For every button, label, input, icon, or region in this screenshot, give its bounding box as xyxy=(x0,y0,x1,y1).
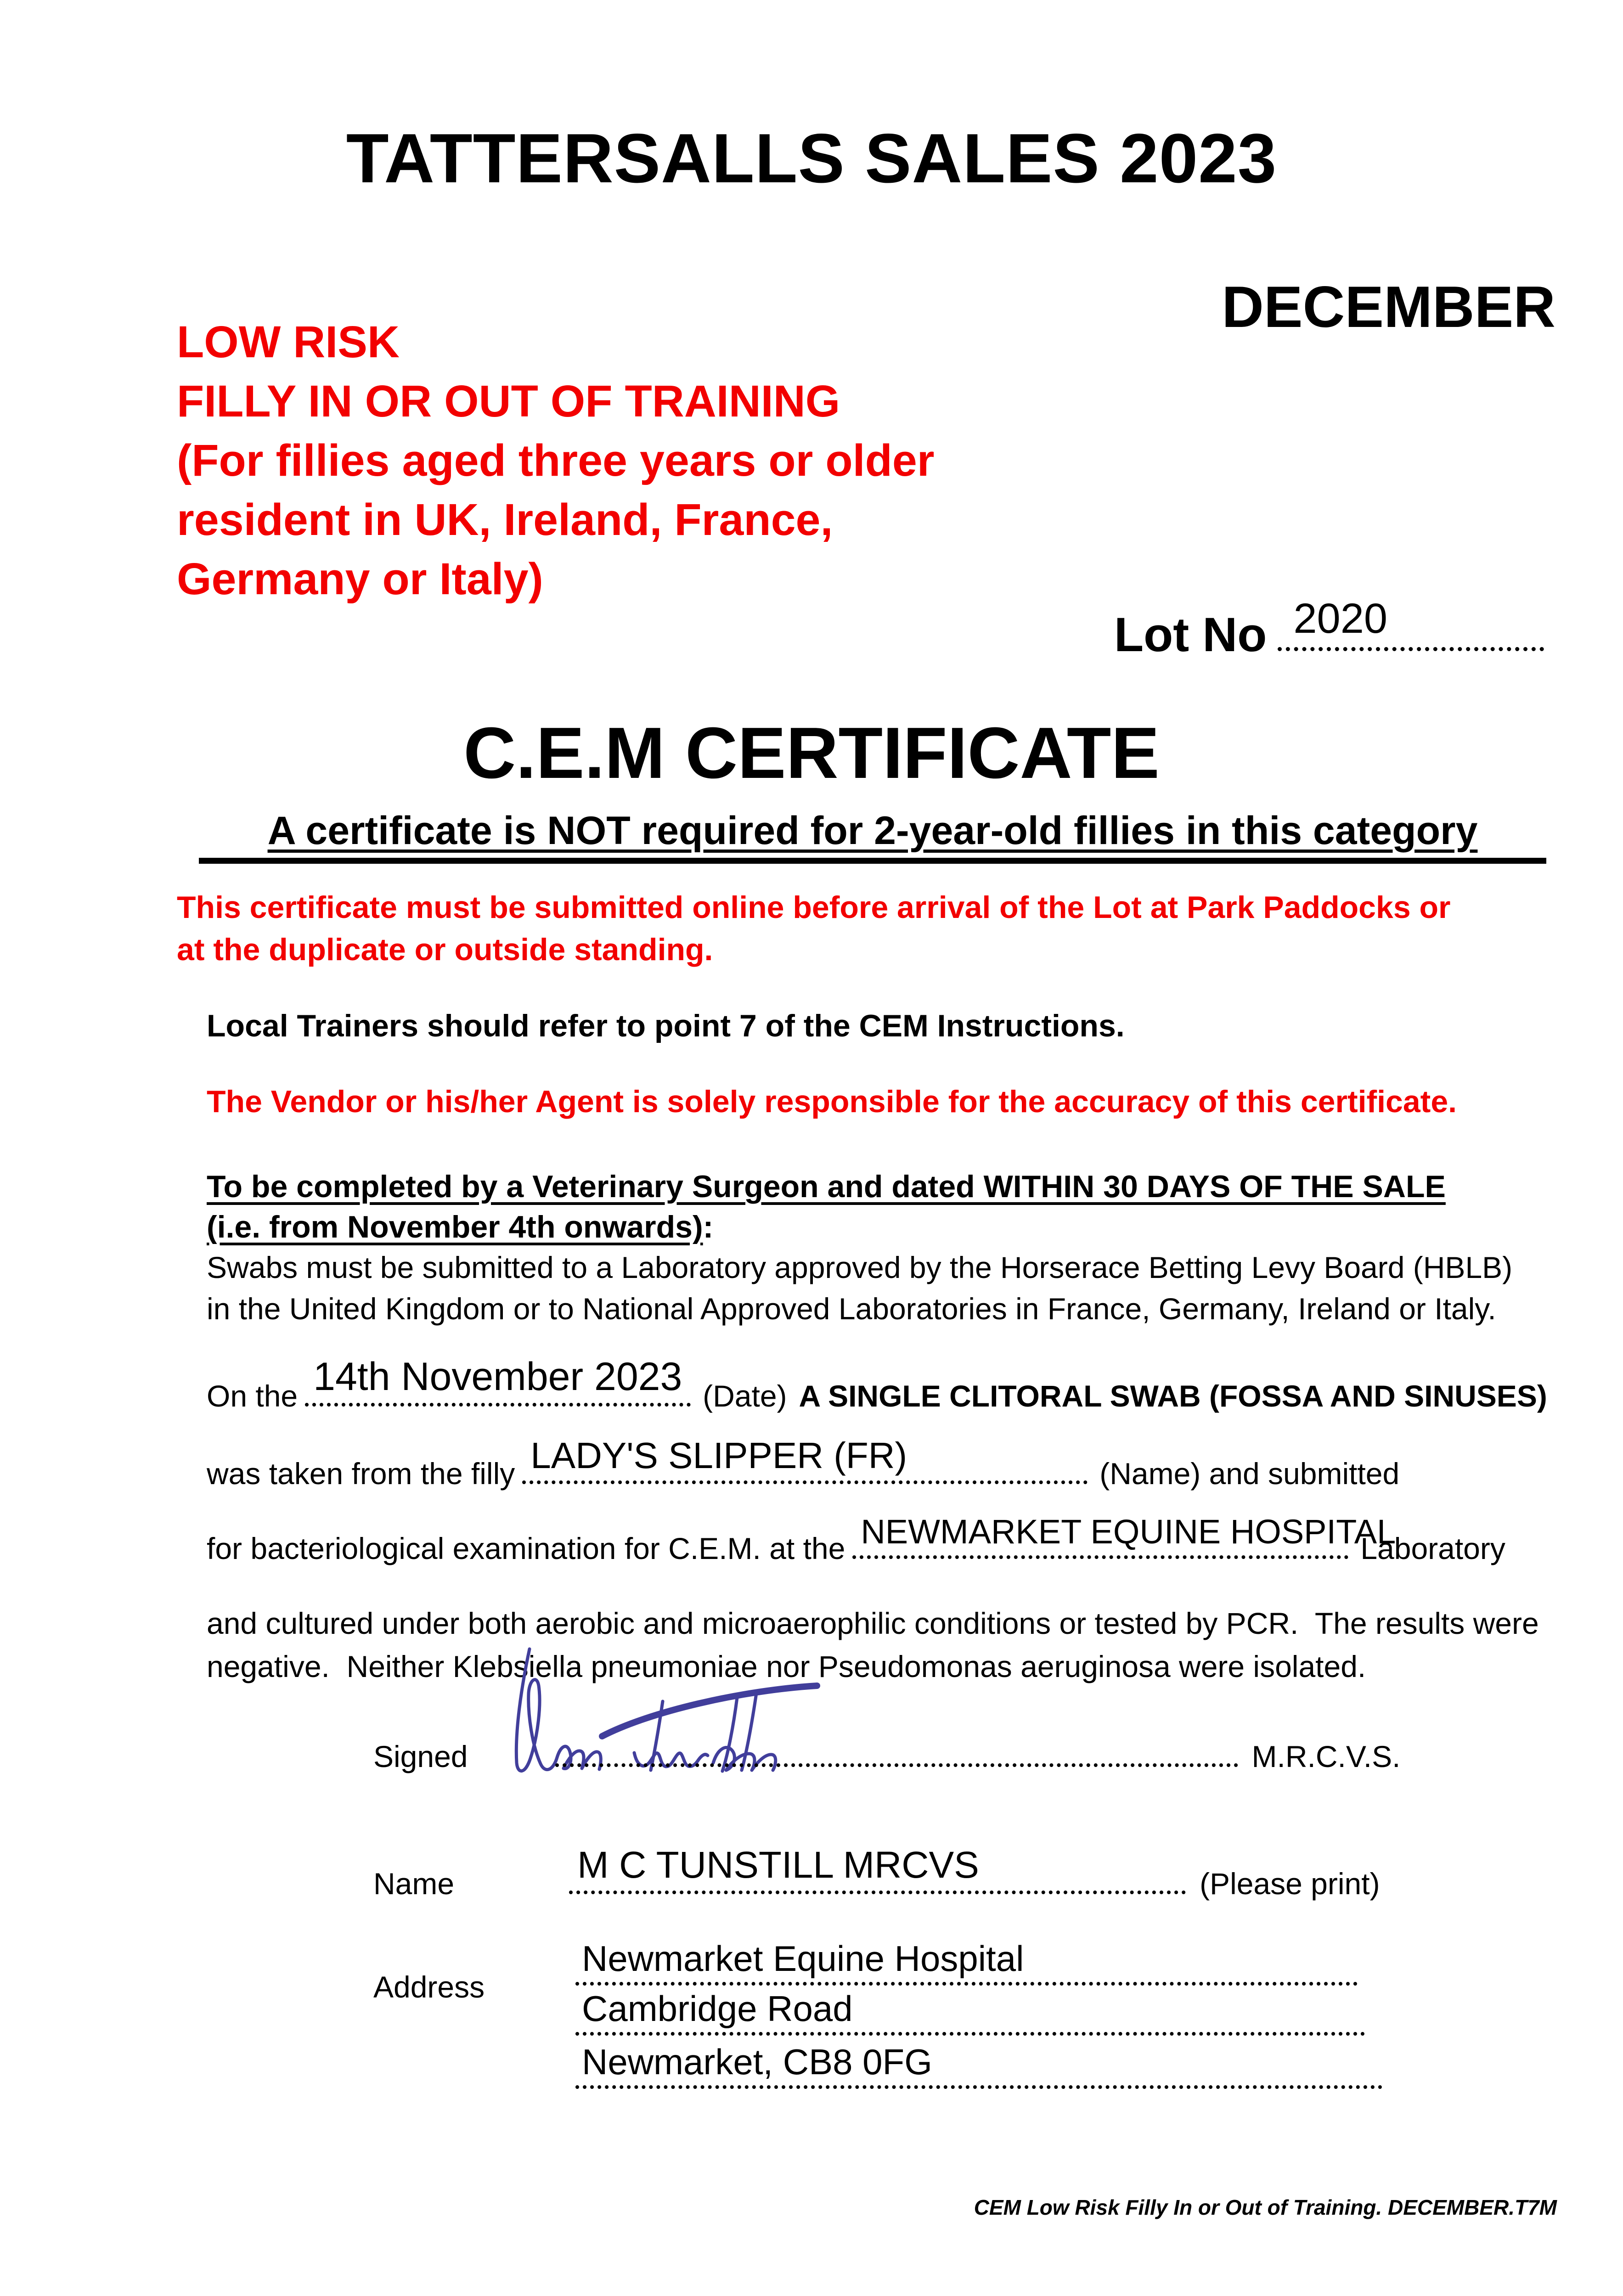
date-value: 14th November 2023 xyxy=(313,1355,682,1399)
submission-notice-line: at the duplicate or outside standing. xyxy=(177,932,713,967)
on-the-label: On the xyxy=(207,1379,298,1413)
exemption-heading xyxy=(199,808,1546,864)
name-row xyxy=(373,1844,1380,1901)
vet-completion-line: (i.e. from November 4th onwards) xyxy=(207,1210,703,1244)
culture-results-line: and cultured under both aerobic and microaerophilic conditions or tested by PCR. The results were xyxy=(207,1606,1539,1640)
filly-name-value: LADY'S SLIPPER (FR) xyxy=(530,1435,907,1476)
lot-no-value: 2020 xyxy=(1293,595,1388,642)
sale-title: TATTERSALLS SALES 2023 xyxy=(346,119,1277,197)
filly-name-line xyxy=(522,1435,1088,1484)
signature-line xyxy=(555,1757,1238,1767)
signed-label: Signed xyxy=(373,1739,468,1773)
please-print-label: (Please print) xyxy=(1200,1867,1380,1901)
swab-submission-line: Swabs must be submitted to a Laboratory approved by the Horserace Betting Levy Board (HBLB) xyxy=(207,1250,1513,1284)
signature-flourish xyxy=(602,1686,817,1736)
category-line: (For fillies aged three years or older xyxy=(177,435,935,485)
vet-completion-heading xyxy=(207,1166,1446,1247)
vet-completion-line: To be completed by a Veterinary Surgeon and dated WITHIN 30 DAYS OF THE SALE xyxy=(207,1169,1446,1204)
address-value: Newmarket Equine Hospital xyxy=(582,1938,1024,1979)
laboratory-value: NEWMARKET EQUINE HOSPITAL xyxy=(861,1513,1396,1551)
laboratory-row xyxy=(207,1513,1505,1565)
name-label: Name xyxy=(373,1867,455,1901)
vet-completion-colon: : xyxy=(703,1210,714,1244)
mrcvs-label: M.R.C.V.S. xyxy=(1251,1739,1401,1773)
lot-no-row xyxy=(1114,595,1544,662)
category-line: Germany or Italy) xyxy=(177,554,543,604)
laboratory-suffix: Laboratory xyxy=(1360,1531,1505,1565)
category-line: LOW RISK xyxy=(177,317,400,367)
lot-no-label: Lot No xyxy=(1114,608,1267,662)
address-line xyxy=(575,1988,1365,2036)
doc-reference-footer: CEM Low Risk Filly In or Out of Training. DECEMBER.T7M xyxy=(974,2195,1557,2219)
filly-row xyxy=(207,1435,1400,1491)
swab-submission-line: in the United Kingdom or to National Approved Laboratories in France, Germany, Ireland or Italy. xyxy=(207,1292,1496,1326)
date-caption: (Date) xyxy=(703,1379,787,1413)
address-label: Address xyxy=(373,1970,485,2004)
laboratory-prefix: for bacteriological examination for C.E.M. at the xyxy=(207,1531,845,1565)
date-row xyxy=(207,1355,1547,1413)
address-line xyxy=(575,2042,1382,2089)
address-line xyxy=(575,1938,1358,1986)
sale-month: DECEMBER xyxy=(1222,274,1555,339)
date-line xyxy=(305,1355,691,1407)
category-line: resident in UK, Ireland, France, xyxy=(177,495,833,545)
swab-submission-note xyxy=(207,1247,1512,1329)
local-trainers-note: Local Trainers should refer to point 7 of the CEM Instructions. xyxy=(207,1008,1125,1043)
filly-suffix: (Name) and submitted xyxy=(1099,1457,1400,1491)
vendor-responsibility-note: The Vendor or his/her Agent is solely responsible for the accuracy of this certificate. xyxy=(207,1084,1457,1119)
submission-notice-line: This certificate must be submitted online before arrival of the Lot at Park Paddocks or xyxy=(177,890,1451,925)
address-value: Newmarket, CB8 0FG xyxy=(582,2042,932,2082)
address-value: Cambridge Road xyxy=(582,1988,853,2029)
category-banner xyxy=(177,312,935,608)
signed-row xyxy=(373,1741,1401,1772)
laboratory-line xyxy=(852,1513,1396,1559)
certificate-heading: C.E.M CERTIFICATE xyxy=(463,713,1160,793)
culture-results-line: negative. Neither Klebsiella pneumoniae nor Pseudomonas aeruginosa were isolated. xyxy=(207,1649,1366,1683)
exemption-text: A certificate is NOT required for 2-year-old fillies in this category xyxy=(267,809,1478,853)
filly-prefix: was taken from the filly xyxy=(207,1457,515,1491)
lot-no-line xyxy=(1278,595,1544,651)
category-line: FILLY IN OR OUT OF TRAINING xyxy=(177,376,840,426)
submission-notice xyxy=(177,886,1451,971)
name-line xyxy=(569,1844,1186,1894)
swab-type-statement: A SINGLE CLITORAL SWAB (FOSSA AND SINUSES) xyxy=(799,1379,1547,1413)
name-value: M C TUNSTILL MRCVS xyxy=(577,1844,979,1886)
